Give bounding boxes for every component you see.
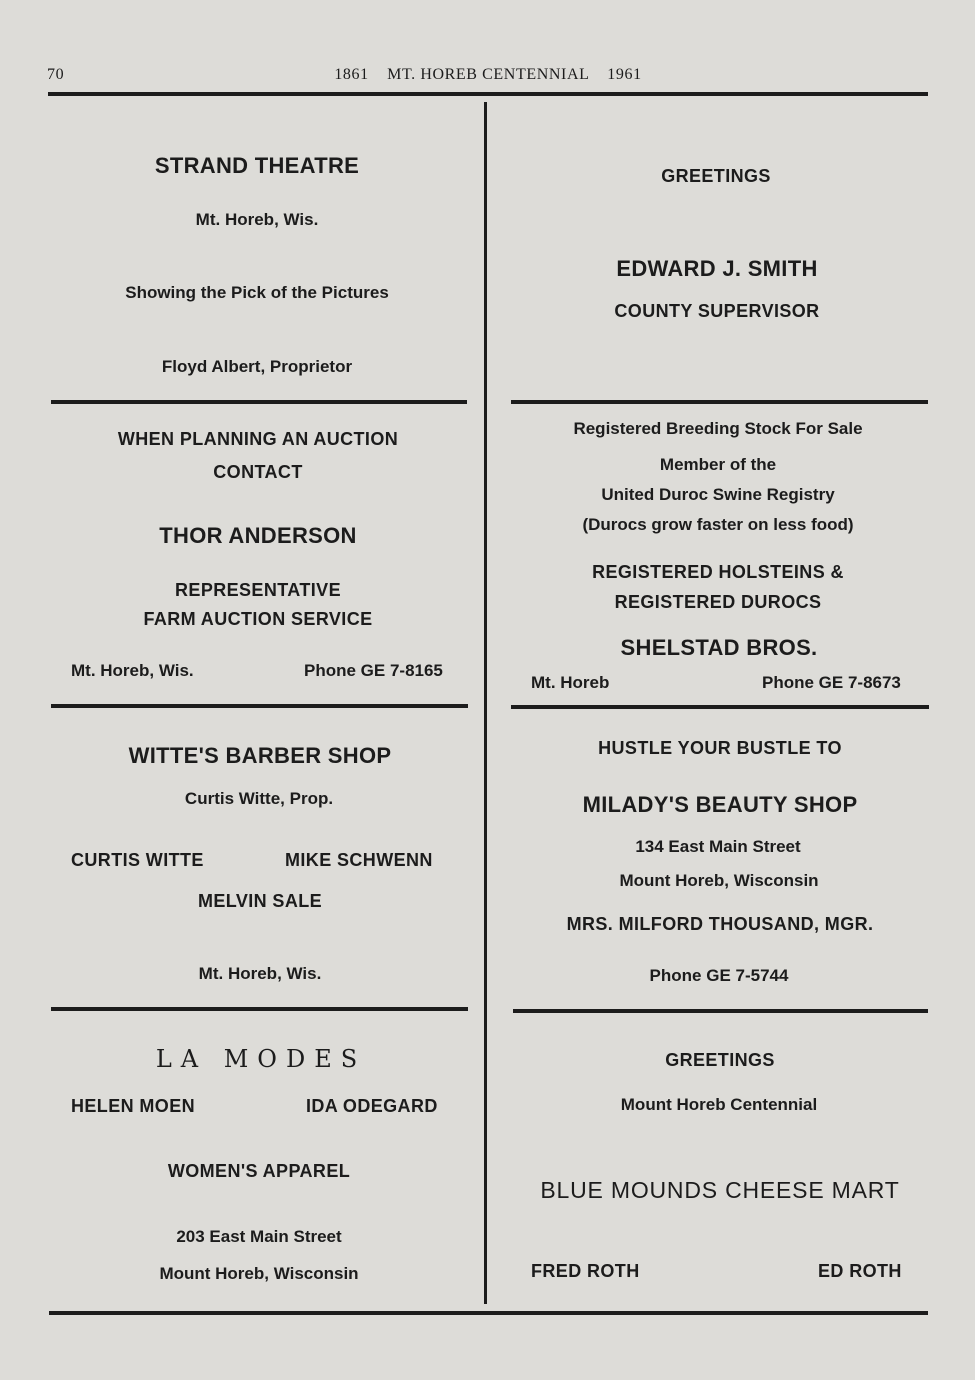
ad-title: BLUE MOUNDS CHEESE MART — [540, 1177, 900, 1203]
column-divider — [484, 102, 487, 1304]
footer-rule — [49, 1311, 928, 1315]
ad-street: 203 East Main Street — [176, 1227, 342, 1246]
ad-greeting: GREETINGS — [661, 166, 771, 186]
ad-title: EDWARD J. SMITH — [616, 256, 818, 281]
ad-city: Mount Horeb, Wisconsin — [159, 1264, 359, 1283]
ad-phone: Phone GE 7-8165 — [304, 661, 443, 680]
ad-subtitle: COUNTY SUPERVISOR — [614, 301, 820, 321]
ad-staff-name: MELVIN SALE — [197, 891, 323, 911]
ad-phone: Phone GE 7-5744 — [649, 966, 789, 985]
ad-line: (Durocs grow faster on less food) — [582, 515, 854, 534]
ad-title: SHELSTAD BROS. — [620, 635, 818, 660]
page-number: 70 — [47, 66, 65, 83]
ad-line: REGISTERED HOLSTEINS & — [592, 562, 844, 582]
right-divider-2 — [511, 705, 929, 709]
ad-location: Mt. Horeb, Wis. — [71, 661, 194, 680]
ad-proprietor: Floyd Albert, Proprietor — [161, 357, 353, 376]
header-rule — [48, 92, 928, 96]
ad-location: Mt. Horeb, Wis. — [198, 964, 322, 983]
ad-title: MILADY'S BEAUTY SHOP — [582, 792, 858, 817]
right-divider-3 — [513, 1009, 928, 1013]
left-divider-3 — [51, 1007, 468, 1011]
ad-proprietor: Curtis Witte, Prop. — [184, 789, 334, 808]
ad-staff-name: MIKE SCHWENN — [285, 850, 433, 870]
ad-line: United Duroc Swine Registry — [601, 485, 835, 504]
ad-phone: Phone GE 7-8673 — [762, 673, 901, 692]
ad-line: FARM AUCTION SERVICE — [143, 609, 373, 629]
ad-line: CONTACT — [213, 462, 303, 482]
ad-street: 134 East Main Street — [635, 837, 801, 856]
ad-title: WITTE'S BARBER SHOP — [128, 743, 392, 768]
ad-owner: IDA ODEGARD — [306, 1096, 438, 1116]
ad-owner: HELEN MOEN — [71, 1096, 196, 1116]
ad-city: Mount Horeb, Wisconsin — [619, 871, 819, 890]
ad-manager: MRS. MILFORD THOUSAND, MGR. — [566, 914, 874, 934]
ad-slogan: Showing the Pick of the Pictures — [125, 283, 389, 302]
ad-title: LA MODES — [155, 1045, 367, 1073]
ad-line: REGISTERED DUROCS — [614, 592, 822, 612]
left-divider-2 — [51, 704, 468, 708]
ad-staff-name: CURTIS WITTE — [71, 850, 204, 870]
ad-line: Registered Breeding Stock For Sale — [573, 419, 863, 438]
right-divider-1 — [511, 400, 928, 404]
ad-owner: ED ROTH — [818, 1261, 902, 1281]
ad-line: Mount Horeb Centennial — [620, 1095, 818, 1114]
ad-location: Mt. Horeb — [531, 673, 610, 692]
ad-title: THOR ANDERSON — [159, 523, 357, 548]
ad-category: WOMEN'S APPAREL — [167, 1161, 351, 1181]
left-divider-1 — [51, 400, 467, 404]
ad-tagline: HUSTLE YOUR BUSTLE TO — [598, 738, 842, 758]
ad-line: Member of the — [659, 455, 777, 474]
ad-title: STRAND THEATRE — [154, 153, 360, 178]
ad-greeting: GREETINGS — [665, 1050, 775, 1070]
ad-owner: FRED ROTH — [531, 1261, 640, 1281]
ad-line: REPRESENTATIVE — [175, 580, 341, 600]
ad-line: WHEN PLANNING AN AUCTION — [117, 429, 399, 449]
ad-location: Mt. Horeb, Wis. — [195, 210, 319, 229]
running-title: 1861 MT. HOREB CENTENNIAL 1961 — [334, 66, 642, 83]
